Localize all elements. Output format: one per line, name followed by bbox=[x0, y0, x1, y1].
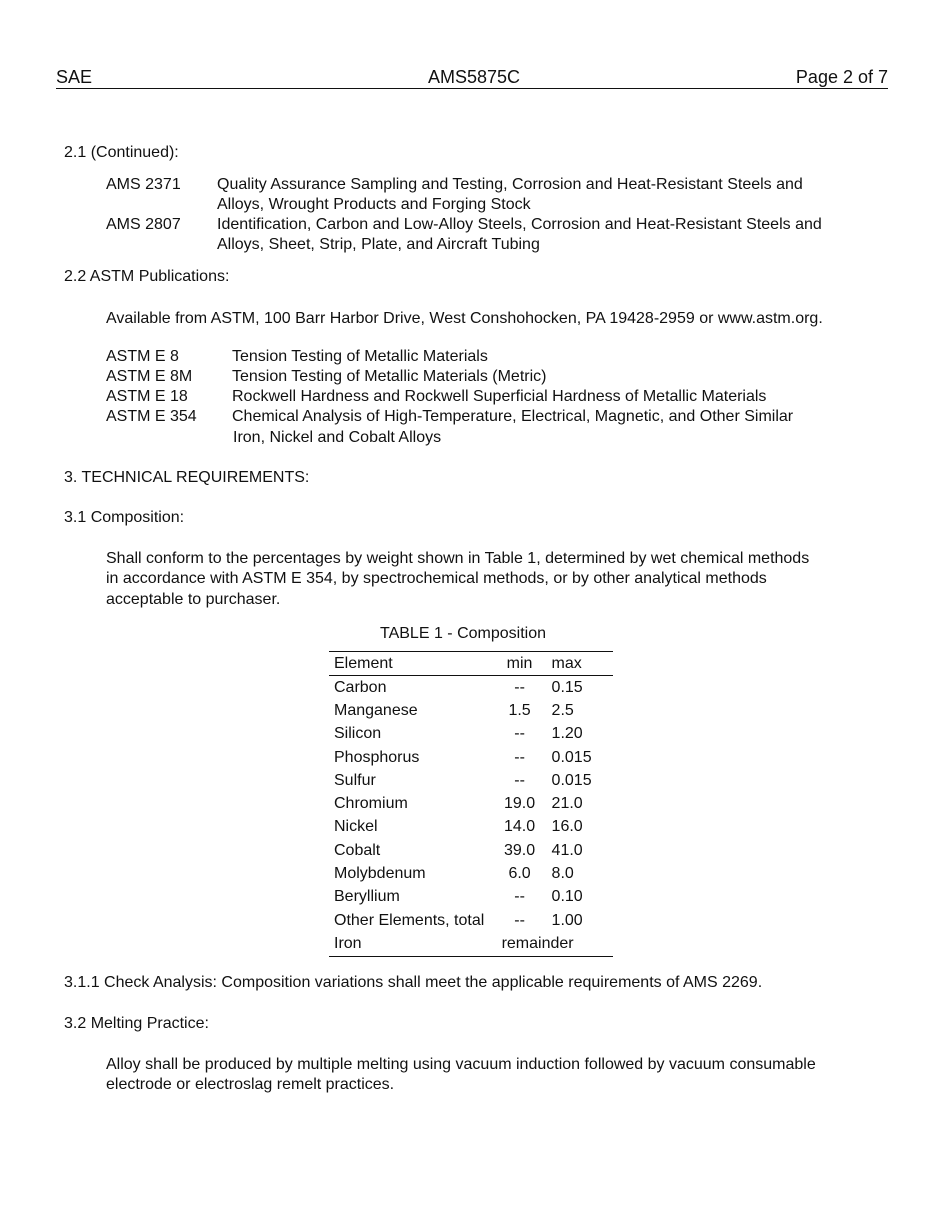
ref-id: AMS 2371 bbox=[106, 176, 181, 193]
table-row bbox=[329, 932, 613, 956]
section-3-1-heading: 3.1 Composition: bbox=[64, 509, 185, 526]
section-3-heading: 3. TECHNICAL REQUIREMENTS: bbox=[64, 469, 310, 486]
header-org: SAE bbox=[56, 67, 93, 87]
ref-title: Tension Testing of Metallic Materials (Metric) bbox=[232, 368, 547, 385]
ref-title: Quality Assurance Sampling and Testing, Corrosion and Heat-Resistant Steels and bbox=[217, 176, 803, 193]
cell-element: Other Elements, total bbox=[334, 911, 485, 929]
cell-min: 6.0 bbox=[508, 865, 531, 883]
astm-availability: Available from ASTM, 100 Barr Harbor Drive, West Conshohocken, PA 19428-2959 or www.astm.org. bbox=[106, 310, 823, 327]
column-header-element: Element bbox=[329, 652, 496, 676]
paragraph-line: in accordance with ASTM E 354, by spectrochemical methods, or by other analytical methods bbox=[106, 570, 767, 587]
cell-max: 1.20 bbox=[551, 725, 583, 743]
cell-max: 0.015 bbox=[551, 771, 592, 789]
ref-title: Identification, Carbon and Low-Alloy Steels, Corrosion and Heat-Resistant Steels and bbox=[217, 216, 822, 233]
table-row bbox=[329, 676, 613, 700]
composition-table bbox=[329, 651, 613, 957]
cell-element: Molybdenum bbox=[334, 865, 426, 883]
cell-max: 16.0 bbox=[551, 818, 583, 836]
cell-element: Phosphorus bbox=[334, 748, 420, 766]
cell-min: -- bbox=[514, 748, 525, 766]
section-3-1-1-text: 3.1.1 Check Analysis: Composition variations shall meet the applicable requirements of AMS 2269. bbox=[64, 974, 763, 991]
section-2-2-heading: 2.2 ASTM Publications: bbox=[64, 268, 230, 285]
ref-title: Tension Testing of Metallic Materials bbox=[232, 348, 488, 365]
cell-min: -- bbox=[514, 725, 525, 743]
cell-element: Chromium bbox=[334, 795, 408, 813]
table-row bbox=[329, 723, 613, 746]
table-row bbox=[329, 792, 613, 815]
header-doc-number: AMS5875C bbox=[428, 67, 521, 87]
cell-min: -- bbox=[514, 888, 525, 906]
ref-title-cont: Alloys, Wrought Products and Forging Stock bbox=[217, 196, 531, 213]
cell-element: Manganese bbox=[334, 701, 418, 719]
table-row bbox=[329, 909, 613, 932]
ref-id: ASTM E 8M bbox=[106, 368, 193, 385]
ref-id: ASTM E 8 bbox=[106, 348, 179, 365]
cell-min: 19.0 bbox=[503, 795, 536, 813]
cell-element: Beryllium bbox=[334, 888, 400, 906]
page-header bbox=[56, 68, 888, 89]
cell-min: 1.5 bbox=[508, 701, 531, 719]
cell-max: 0.10 bbox=[551, 888, 583, 906]
table-row bbox=[329, 769, 613, 792]
table-row bbox=[329, 862, 613, 885]
ref-id: ASTM E 354 bbox=[106, 408, 197, 425]
cell-element: Silicon bbox=[334, 725, 382, 743]
ref-title-cont: Iron, Nickel and Cobalt Alloys bbox=[233, 429, 442, 446]
paragraph-line: Shall conform to the percentages by weight shown in Table 1, determined by wet chemical methods bbox=[106, 550, 810, 567]
cell-element: Cobalt bbox=[334, 841, 381, 859]
cell-element: Nickel bbox=[334, 818, 378, 836]
column-header-max: max bbox=[544, 652, 613, 676]
cell-element: Iron bbox=[329, 932, 496, 956]
paragraph-line: acceptable to purchaser. bbox=[106, 591, 281, 608]
cell-remainder: remainder bbox=[496, 932, 613, 956]
cell-min: -- bbox=[514, 678, 525, 696]
ref-title: Rockwell Hardness and Rockwell Superficial Hardness of Metallic Materials bbox=[232, 388, 767, 405]
ref-id: ASTM E 18 bbox=[106, 388, 188, 405]
table-header-row bbox=[329, 652, 613, 676]
cell-element: Carbon bbox=[334, 678, 387, 696]
table-row bbox=[329, 839, 613, 862]
table-row bbox=[329, 699, 613, 722]
cell-max: 8.0 bbox=[551, 865, 574, 883]
table-row bbox=[329, 886, 613, 909]
column-header-min: min bbox=[496, 652, 544, 676]
section-2-1-heading: 2.1 (Continued): bbox=[64, 144, 179, 161]
table-row bbox=[329, 746, 613, 769]
cell-min: 14.0 bbox=[503, 818, 536, 836]
cell-element: Sulfur bbox=[334, 771, 376, 789]
cell-max: 41.0 bbox=[551, 841, 583, 859]
ref-id: AMS 2807 bbox=[106, 216, 181, 233]
cell-min: 39.0 bbox=[503, 841, 536, 859]
paragraph-line: electrode or electroslag remelt practices. bbox=[106, 1076, 395, 1093]
table-caption: TABLE 1 - Composition bbox=[380, 625, 546, 642]
cell-max: 0.15 bbox=[551, 678, 583, 696]
table-row bbox=[329, 816, 613, 839]
ref-title: Chemical Analysis of High-Temperature, Electrical, Magnetic, and Other Similar bbox=[232, 409, 794, 425]
cell-min: -- bbox=[514, 911, 525, 929]
cell-max: 2.5 bbox=[551, 701, 574, 719]
paragraph-line: Alloy shall be produced by multiple melting using vacuum induction followed by vacuum consumable bbox=[106, 1056, 816, 1073]
ref-title-cont: Alloys, Sheet, Strip, Plate, and Aircraft Tubing bbox=[217, 236, 540, 253]
section-3-2-heading: 3.2 Melting Practice: bbox=[64, 1015, 209, 1032]
cell-min: -- bbox=[514, 771, 525, 789]
cell-max: 0.015 bbox=[551, 748, 592, 766]
header-page-number: Page 2 of 7 bbox=[795, 67, 888, 87]
cell-max: 21.0 bbox=[551, 795, 583, 813]
cell-max: 1.00 bbox=[551, 911, 583, 929]
